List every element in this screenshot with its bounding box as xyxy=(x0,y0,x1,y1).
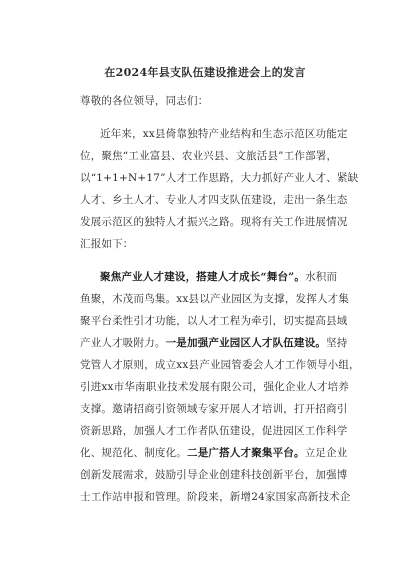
para2-line-3: 聚平台柔性引才功能，以人才工程为牵引，切实提高县域 xyxy=(80,315,348,327)
section-heading: 聚焦产业人才建设，搭建人才成长“舞台”。 xyxy=(100,271,306,283)
sub-heading-1: 一是加强产业园区人才队伍建设。 xyxy=(165,337,327,349)
para1-line-5: 发展示范区的独特人才振兴之路。现将有关工作进展情况 xyxy=(80,216,348,228)
para1-line-4: 人才、乡土人才、专业人才四支队伍建设，走出一条生态 xyxy=(80,194,348,206)
para2-line-10: 创新发展需求，鼓励引导企业创建科技创新平台，加强博 xyxy=(80,469,348,481)
para1-line-1: 近年来，xx县倚靠独特产业结构和生态示范区功能定 xyxy=(100,128,348,140)
para1-line-6: 汇报如下： xyxy=(80,238,134,250)
para1-line-2: 位，聚焦“工业富县、农业兴县、文旅活县”工作部署， xyxy=(80,150,338,162)
para2-line-1: 聚焦产业人才建设，搭建人才成长“舞台”。水积而 xyxy=(100,271,338,283)
para2-line-11: 士工作站申报和管理。阶段来，新增24家国家高新技术企 xyxy=(80,491,351,503)
sub-heading-2: 二是广搭人才聚集平台。 xyxy=(187,447,305,459)
para2-line-5: 党管人才原则，成立xx县产业园管委会人才工作领导小组， xyxy=(80,359,360,371)
para2-line-9: 化、规范化、制度化。二是广搭人才聚集平台。立足企业 xyxy=(80,447,348,459)
salutation: 尊敬的各位领导，同志们： xyxy=(80,95,209,107)
para2-line-4: 产业人才吸附力。一是加强产业园区人才队伍建设。坚持 xyxy=(80,337,348,349)
para1-line-3: 以“1+1+N+17”人才工作思路，大力抓好产业人才、紧缺 xyxy=(80,172,359,184)
para2-line-8: 资新思路，加强人才工作者队伍建设，促进园区工作科学 xyxy=(80,425,348,437)
para2-line-2: 鱼聚，木茂而鸟集。xx县以产业园区为支撑，发挥人才集 xyxy=(80,293,350,305)
para2-line-7: 支撑。邀请招商引资领域专家开展人才培训，打开招商引 xyxy=(80,403,348,415)
para2-line-6: 引进xx市华南职业技术发展有限公司，强化企业人才培养 xyxy=(80,381,350,393)
document-title: 在2024年县支队伍建设推进会上的发言 xyxy=(104,66,306,79)
